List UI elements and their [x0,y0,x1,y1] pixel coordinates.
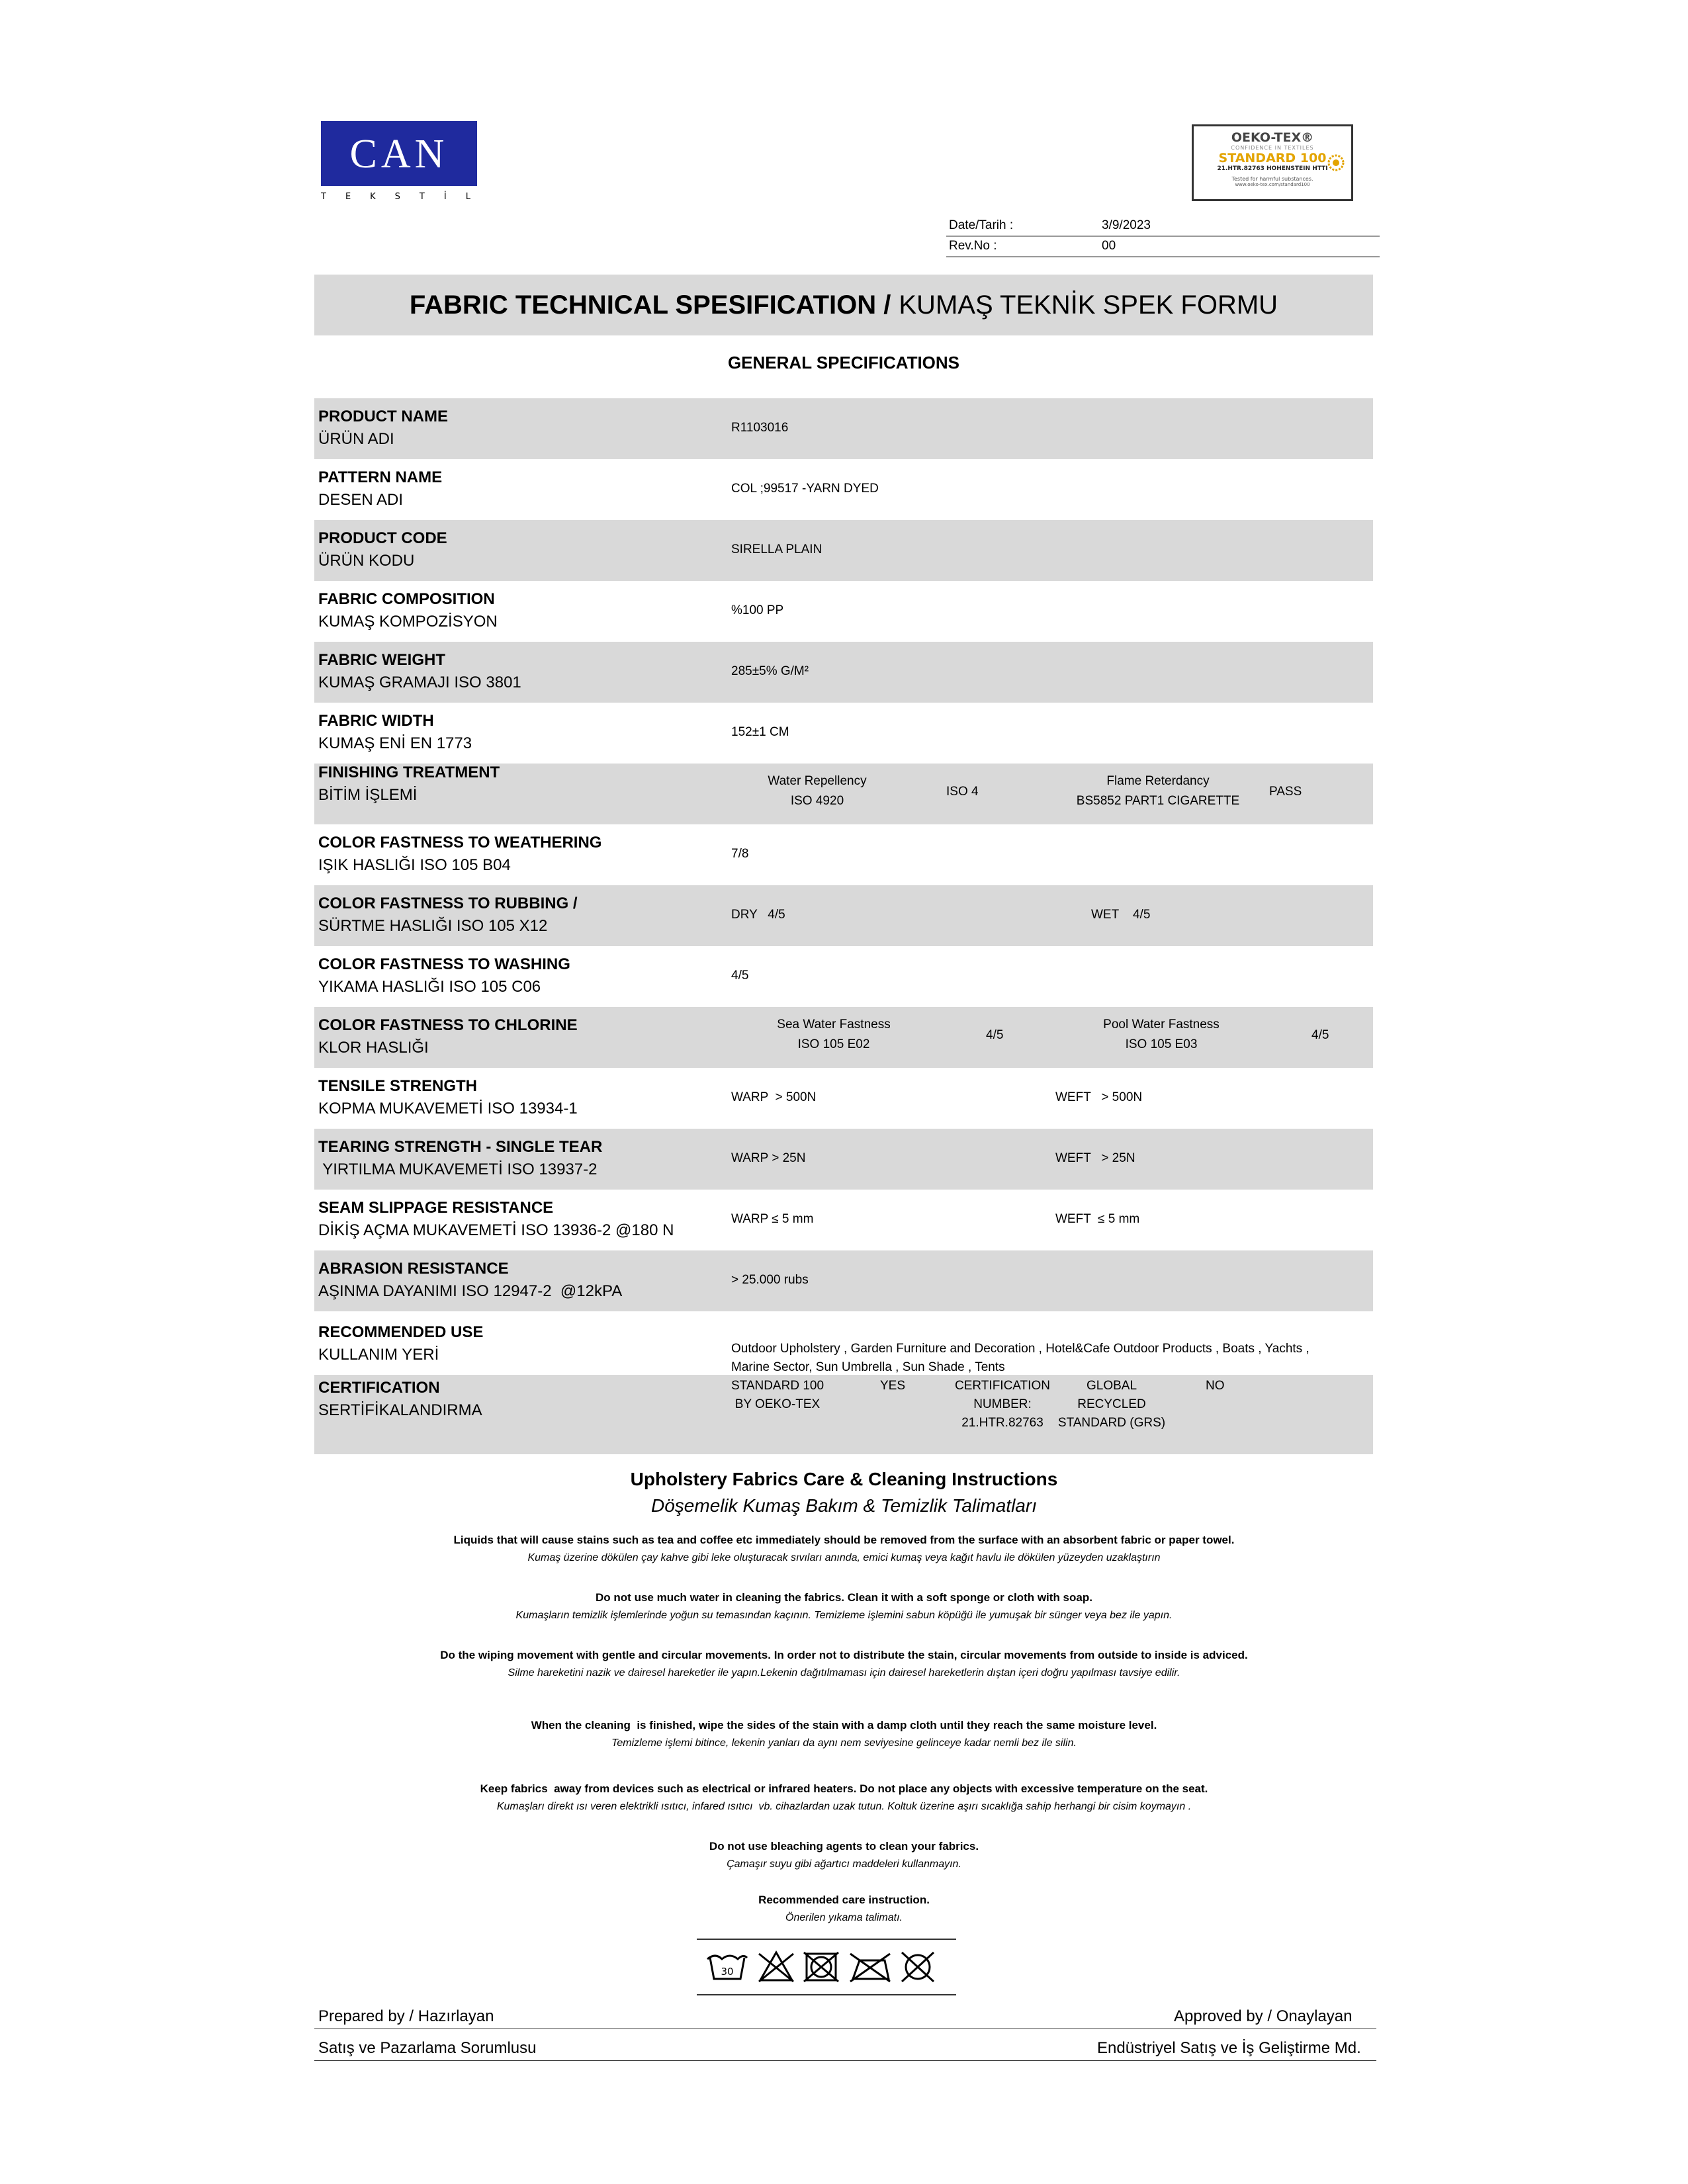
spec-row-tensile [314,1068,1373,1129]
title-en: FABRIC TECHNICAL SPESIFICATION / [409,290,891,320]
spec-value: R1103016 [731,421,789,435]
grs-label-1: GLOBAL [1086,1379,1137,1393]
oeko-url: www.oeko-tex.com/standard100 [1235,182,1310,187]
spec-value: 4/5 [731,969,749,983]
spec-label-en: ABRASION RESISTANCE [318,1260,509,1278]
care-item-en: When the cleaning is finished, wipe the sides of the stain with a damp cloth until they reach the same moisture level. [531,1719,1157,1731]
footer-rule-2 [314,2060,1376,2061]
no-dry-clean-icon [902,1952,934,1982]
care-item-en: Recommended care instruction. [758,1894,930,1906]
prepared-by-label: Prepared by / Hazırlayan [318,2007,494,2025]
no-tumble-dry-icon [804,1952,838,1982]
logo-brand: CAN [349,132,449,177]
spec-label-en: TEARING STRENGTH - SINGLE TEAR [318,1138,603,1156]
standard100-value: YES [880,1379,906,1393]
spec-label-tr: AŞINMA DAYANIMI ISO 12947-2 @12kPA [318,1282,623,1300]
pool-label-1: Pool Water Fastness [1103,1018,1220,1031]
standard100-label [725,1379,830,1412]
oeko-tagline: CONFIDENCE IN TEXTILES [1231,145,1314,151]
general-spec-heading: GENERAL SPECIFICATIONS [727,353,960,372]
spec-row-product-name [314,398,1373,459]
rubbing-wet-value: WET 4/5 [1091,908,1151,922]
cert-label-2: NUMBER: [973,1397,1032,1411]
wash-temp: 30 [721,1966,734,1978]
spec-row-rubbing [314,885,1373,946]
care-item-tr: Kumaşların temizlik işlemlerinde yoğun su temasından kaçının. Temizleme işlemini sabun köpüğü ile yumuşak bir sünger veya bez ile yapın. [515,1610,1173,1621]
spec-row-finishing [314,764,1373,824]
oeko-tex-badge [1192,124,1353,201]
grs-label-2: RECYCLED [1077,1397,1146,1411]
pool-label-2: ISO 105 E03 [1125,1037,1198,1051]
spec-label-tr: KLOR HASLIĞI [318,1039,429,1057]
rev-value: 00 [1102,239,1116,253]
spec-label-tr: KUMAŞ ENİ EN 1773 [318,734,472,752]
spec-label-tr: YIKAMA HASLIĞI ISO 105 C06 [318,978,541,996]
water-label-1: Water Repellency [768,774,867,788]
spec-label-tr: KOPMA MUKAVEMETİ ISO 13934-1 [318,1100,578,1117]
care-item-en: Liquids that will cause stains such as tea and coffee etc immediately should be removed from the surface with an absorbent fabric or paper towel. [453,1534,1235,1546]
spec-label-en: PATTERN NAME [318,468,443,486]
flame-label-2: BS5852 PART1 CIGARETTE [1076,794,1240,808]
spec-label-en: COLOR FASTNESS TO WASHING [318,955,570,973]
spec-value: > 25.000 rubs [731,1273,809,1287]
page-title [314,275,1373,335]
title-tr: KUMAŞ TEKNİK SPEK FORMU [899,290,1278,320]
rev-rule [946,256,1380,257]
spec-label-tr: YIRTILMA MUKAVEMETİ ISO 13937-2 [318,1160,598,1178]
oeko-title: OEKO-TEX® [1231,130,1314,145]
care-item-tr: Kumaş üzerine dökülen çay kahve gibi leke oluşturacak sıvıları anında, emici kumaş veya kağıt havlu ile dökülen yüzeyden uzaklaştırın [527,1552,1161,1563]
spec-row-product-code [314,520,1373,581]
care-title-en: Upholstery Fabrics Care & Cleaning Instructions [630,1469,1058,1489]
spec-label-en: FABRIC COMPOSITION [318,590,495,608]
seam-weft-value: WEFT ≤ 5 mm [1055,1212,1140,1226]
flame-label-1: Flame Reterdancy [1106,774,1210,788]
spec-label-tr: KULLANIM YERİ [318,1346,439,1364]
cert-number-label [943,1379,1062,1430]
care-item-en: Do not use bleaching agents to clean your fabrics. [709,1840,979,1853]
care-item-en: Do the wiping movement with gentle and circular movements. In order not to distribute the stain, circular movements from outside to inside is adviced. [440,1649,1248,1661]
spec-row-weight [314,642,1373,703]
spec-value: SIRELLA PLAIN [731,543,822,556]
spec-label-en: COLOR FASTNESS TO WEATHERING [318,834,602,852]
spec-row-tearing [314,1129,1373,1190]
oeko-seal-icon [1327,154,1345,171]
spec-label-tr: ÜRÜN ADI [318,430,394,448]
oeko-cert-number: 21.HTR.82763 HOHENSTEIN HTTI [1217,165,1328,172]
spec-label-en: FINISHING TREATMENT [318,764,500,781]
spec-row-washing [314,946,1373,1007]
std-label-1: STANDARD 100 [731,1379,824,1393]
tearing-warp-value: WARP > 25N [731,1151,806,1165]
spec-label-tr: KUMAŞ GRAMAJI ISO 3801 [318,674,521,691]
care-item-tr: Önerilen yıkama talimatı. [785,1912,903,1923]
tensile-weft-value: WEFT > 500N [1055,1090,1143,1104]
spec-value: 152±1 CM [731,725,789,739]
spec-label-tr: DESEN ADI [318,491,404,509]
sea-label-2: ISO 105 E02 [797,1037,870,1051]
std-label-2: BY OEKO-TEX [734,1397,821,1411]
spec-row-width [314,703,1373,764]
use-line-1: Outdoor Upholstery , Garden Furniture and Decoration , Hotel&Cafe Outdoor Products , Boats , Yachts , [731,1342,1310,1356]
flame-retardancy-value: PASS [1269,785,1302,799]
spec-row-recommended-use [314,1311,1373,1375]
tensile-warp-value: WARP > 500N [731,1090,817,1104]
spec-row-composition [314,581,1373,642]
spec-value: 285±5% G/M² [731,664,809,678]
flame-retardancy-label [1062,774,1254,808]
seam-warp-value: WARP ≤ 5 mm [731,1212,814,1226]
approved-role: Endüstriyel Satış ve İş Geliştirme Md. [1097,2039,1361,2057]
rev-label: Rev.No : [949,239,997,253]
use-line-2: Marine Sector, Sun Umbrella , Sun Shade , Tents [731,1360,1005,1374]
care-item-en: Do not use much water in cleaning the fabrics. Clean it with a soft sponge or cloth with soap. [596,1591,1092,1604]
wash-30-icon [707,1956,747,1979]
spec-value: 7/8 [731,847,749,861]
spec-row-abrasion [314,1250,1373,1311]
grs-value: NO [1206,1379,1225,1393]
grs-label [1052,1379,1171,1430]
prepared-role: Satış ve Pazarlama Sorumlusu [318,2039,537,2057]
care-item-en: Keep fabrics away from devices such as electrical or infrared heaters. Do not place any objects with excessive temperature on the seat. [480,1782,1208,1795]
date-rule [946,236,1380,237]
spec-label-en: COLOR FASTNESS TO CHLORINE [318,1016,578,1034]
spec-value: %100 PP [731,603,784,617]
logo-subtitle: TEKSTİL [321,192,490,202]
cert-label-3: 21.HTR.82763 [961,1416,1044,1430]
spec-label-tr: BİTİM İŞLEMİ [318,786,418,804]
oeko-tested: Tested for harmful substances. [1231,176,1313,182]
rubbing-dry-value: DRY 4/5 [731,908,785,922]
care-item-tr: Temizleme işlemi bitince, lekenin yanları da aynı nem seviyesine gelinceye kadar nemli bez ile silin. [611,1737,1077,1749]
spec-row-certification [314,1375,1373,1454]
pool-water-value: 4/5 [1311,1028,1329,1042]
spec-label-en: PRODUCT NAME [318,408,448,425]
spec-row-weathering [314,824,1373,885]
spec-label-en: FABRIC WEIGHT [318,651,445,669]
grs-label-3: STANDARD (GRS) [1057,1416,1166,1430]
sea-water-label [751,1018,916,1052]
spec-label-en: TENSILE STRENGTH [318,1077,478,1095]
spec-row-seam [314,1190,1373,1250]
care-item-tr: Silme hareketini nazik ve dairesel hareketler ile yapın.Lekenin dağıtılmaması için dairesel hareketlerin dıştan içeri doğru yapılması tavsiye edilir. [508,1667,1180,1679]
spec-value: COL ;99517 -YARN DYED [731,482,879,496]
no-iron-icon [850,1954,890,1982]
spec-label-tr: IŞIK HASLIĞI ISO 105 B04 [318,856,511,874]
company-logo [321,121,477,186]
spec-label-tr: DİKİŞ AÇMA MUKAVEMETİ ISO 13936-2 @180 N [318,1221,674,1239]
spec-label-en: PRODUCT CODE [318,529,447,547]
spec-label-en: CERTIFICATION [318,1379,440,1397]
care-symbols [697,1943,956,1991]
spec-label-en: SEAM SLIPPAGE RESISTANCE [318,1199,554,1217]
spec-label-tr: SERTİFİKALANDIRMA [318,1401,482,1419]
sea-water-value: 4/5 [986,1028,1004,1042]
date-value: 3/9/2023 [1102,218,1151,232]
cert-label-1: CERTIFICATION [955,1379,1050,1393]
sea-label-1: Sea Water Fastness [777,1018,891,1031]
care-title-tr: Döşemelik Kumaş Bakım & Temizlik Talimatları [651,1495,1037,1516]
oeko-standard: STANDARD 100 [1218,151,1327,165]
care-item-tr: Kumaşları direkt ısı veren elektrikli ısıtıcı, infared ısıtıcı vb. cihazlardan uzak tutun. Koltuk üzerine aşırı sıcaklığa sahip herhangi bir cisim koymayın . [496,1801,1192,1812]
water-repellency-value: ISO 4 [946,785,979,799]
symbols-bottom-rule [697,1994,956,1995]
care-item-tr: Çamaşır suyu gibi ağartıcı maddeleri kullanmayın. [727,1858,961,1870]
spec-label-tr: ÜRÜN KODU [318,552,415,570]
tearing-weft-value: WEFT > 25N [1055,1151,1135,1165]
spec-label-en: RECOMMENDED USE [318,1323,484,1341]
spec-label-en: COLOR FASTNESS TO RUBBING / [318,895,578,912]
spec-label-tr: SÜRTME HASLIĞI ISO 105 X12 [318,917,548,935]
no-bleach-icon [759,1952,793,1982]
spec-label-tr: KUMAŞ KOMPOZİSYON [318,613,498,631]
water-label-2: ISO 4920 [790,794,844,808]
pool-water-label [1072,1018,1251,1052]
spec-row-chlorine [314,1007,1373,1068]
spec-label-en: FABRIC WIDTH [318,712,434,730]
date-label: Date/Tarih : [949,218,1014,232]
water-repellency-label [751,774,883,808]
symbols-top-rule [697,1939,956,1940]
approved-by-label: Approved by / Onaylayan [1174,2007,1353,2025]
spec-row-pattern-name [314,459,1373,520]
